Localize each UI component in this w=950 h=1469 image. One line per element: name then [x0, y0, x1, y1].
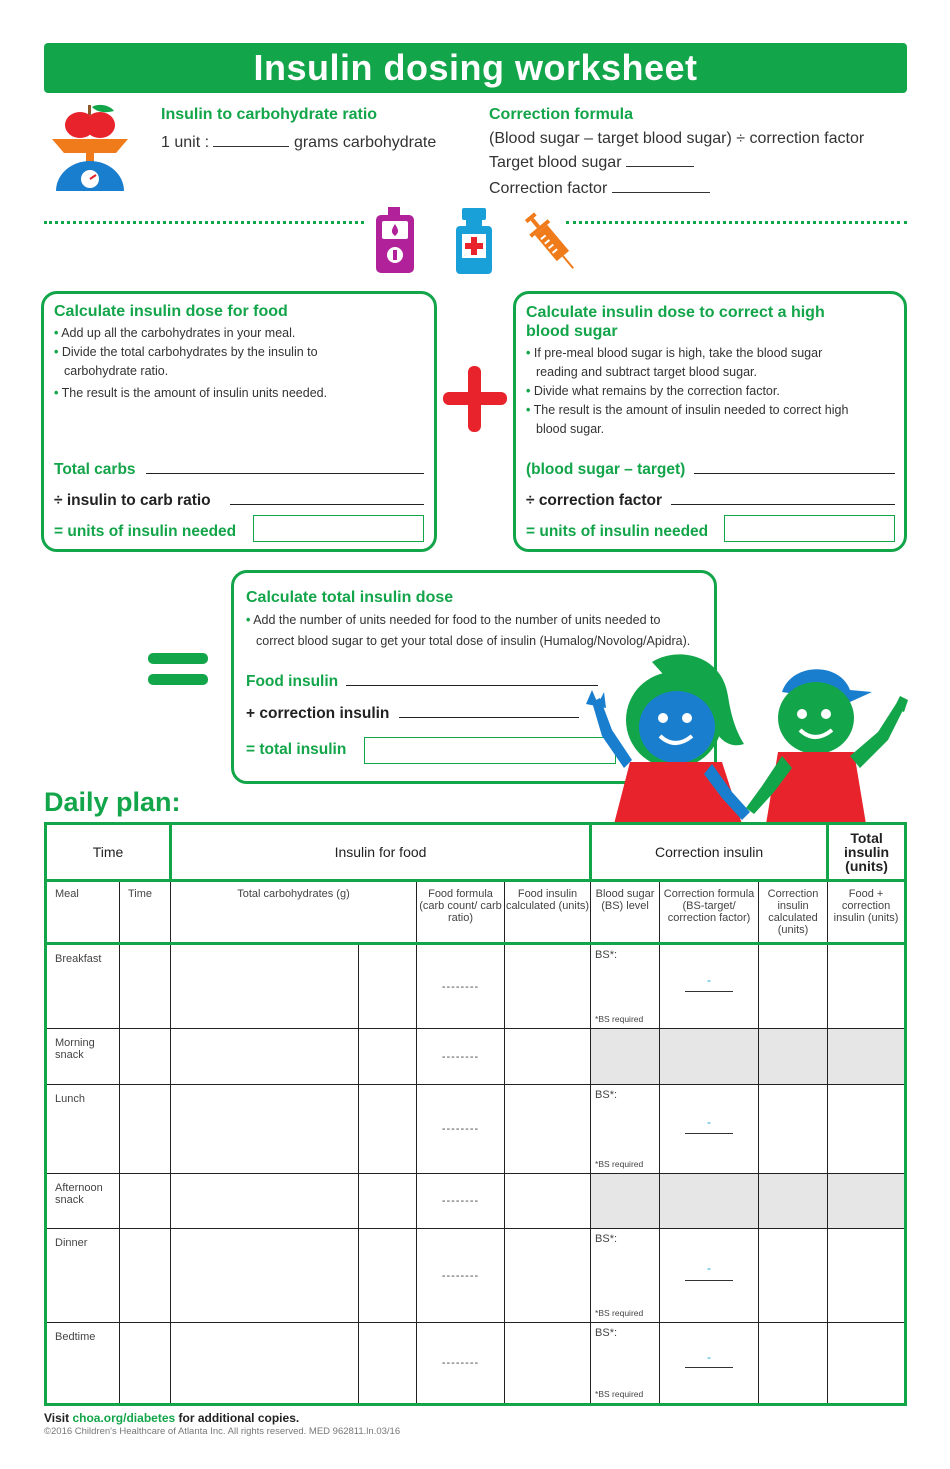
ratio-prefix: 1 unit : [161, 134, 210, 151]
table-row [46, 944, 906, 1029]
footer-visit-text: Visit [44, 1411, 70, 1425]
total-cell[interactable] [828, 944, 906, 1029]
food-formula-cell[interactable]: -------- [417, 1029, 505, 1085]
carbs-cell[interactable] [171, 944, 359, 1029]
corr-formula-cell[interactable]: - [660, 1323, 759, 1405]
time-cell[interactable] [120, 1029, 171, 1085]
total-carbs-label: Total carbs [54, 461, 136, 478]
subheader-carbs: Total carbohydrates (g) [171, 881, 417, 944]
bullet: • Divide the total carbohydrates by the insulin to carbohydrate ratio. [54, 345, 318, 378]
bs-target-line[interactable] [694, 473, 895, 474]
subheader-total: Food + correction insulin (units) [828, 881, 906, 944]
ratio-heading: Insulin to carbohydrate ratio [161, 106, 378, 123]
food-calc-cell[interactable] [505, 1029, 591, 1085]
total-insulin-label: = total insulin [246, 741, 347, 758]
carbs-cell[interactable] [171, 1029, 359, 1085]
footer-link[interactable]: choa.org/diabetes [72, 1411, 176, 1425]
total-cell[interactable] [828, 1085, 906, 1174]
footer-copyright: ©2016 Children's Healthcare of Atlanta Inc. All rights reserved. MED 962811.ln.03/16 [44, 1426, 401, 1437]
time-cell[interactable] [120, 1085, 171, 1174]
bullet: • Divide what remains by the correction factor. [526, 384, 780, 398]
food-formula-cell[interactable]: -------- [417, 1085, 505, 1174]
row-meal: Lunch [46, 1085, 120, 1174]
food-insulin-label: Food insulin [246, 673, 339, 690]
table-row [46, 1323, 906, 1405]
food-units-label: = units of insulin needed [54, 523, 237, 540]
header-insulin-food: Insulin for food [171, 824, 591, 881]
carbs-cell[interactable] [359, 1174, 417, 1229]
syringe-icon [524, 208, 580, 278]
divider [44, 221, 364, 225]
ratio-line [161, 133, 436, 152]
carbs-cell[interactable] [359, 1085, 417, 1174]
factor-label: Correction factor [489, 180, 608, 197]
food-card-title: Calculate insulin dose for food [54, 303, 288, 320]
time-cell[interactable] [120, 1174, 171, 1229]
equals-icon [148, 651, 208, 687]
corr-formula-cell [660, 1174, 759, 1229]
corr-formula-cell [660, 1029, 759, 1085]
corr-formula-cell[interactable]: - [660, 1085, 759, 1174]
total-card-title: Calculate total insulin dose [246, 589, 454, 606]
carbs-cell[interactable] [359, 1323, 417, 1405]
daily-plan-table [44, 822, 907, 1406]
correct-card-bullets [526, 344, 856, 439]
time-cell[interactable] [120, 1229, 171, 1323]
food-formula-cell[interactable]: -------- [417, 1323, 505, 1405]
correction-insulin-label: + correction insulin [246, 705, 390, 722]
header-time: Time [46, 824, 171, 881]
bs-target-label: (blood sugar – target) [526, 461, 686, 478]
corr-calc-cell[interactable] [759, 944, 828, 1029]
factor-line [489, 179, 710, 198]
target-line [489, 153, 694, 172]
total-card-bullets [246, 610, 701, 652]
subheader-bs-level: Blood sugar (BS) level [591, 881, 660, 944]
food-calc-cell[interactable] [505, 1323, 591, 1405]
bs-cell[interactable]: BS*: *BS required [591, 944, 660, 1029]
food-calc-cell[interactable] [505, 944, 591, 1029]
footer-after-text: for additional copies. [178, 1411, 300, 1425]
correct-units-box[interactable] [724, 515, 895, 542]
corr-calc-cell[interactable] [759, 1085, 828, 1174]
corr-calc-cell [759, 1029, 828, 1085]
corr-formula-cell[interactable]: - [660, 1229, 759, 1323]
bullet: • The result is the amount of insulin needed to correct high blood sugar. [526, 403, 849, 436]
correction-heading: Correction formula [489, 106, 634, 123]
carbs-cell[interactable] [171, 1085, 359, 1174]
food-insulin-line[interactable] [346, 685, 598, 686]
row-meal: Morning snack [46, 1029, 120, 1085]
carbs-cell[interactable] [171, 1229, 359, 1323]
table-row [46, 1229, 906, 1323]
subheader-time: Time [120, 881, 171, 944]
carbs-cell[interactable] [171, 1174, 359, 1229]
carbs-cell[interactable] [171, 1323, 359, 1405]
table-row [46, 1029, 906, 1085]
food-calc-cell[interactable] [505, 1229, 591, 1323]
footer-visit [44, 1411, 299, 1425]
table-row [46, 1174, 906, 1229]
food-formula-cell[interactable]: -------- [417, 944, 505, 1029]
correction-dose-card [513, 291, 907, 552]
kids-illustration [582, 652, 910, 824]
bullet: • Add the number of units needed for food to the number of units needed to correct blood sugar to get your total dose of insulin (Humalog/Novolog/Apidra). [246, 613, 691, 648]
total-carbs-line[interactable] [146, 473, 424, 474]
food-units-box[interactable] [253, 515, 424, 542]
bs-cell[interactable]: BS*: *BS required [591, 1085, 660, 1174]
time-cell[interactable] [120, 1323, 171, 1405]
insulin-vial-icon [455, 208, 493, 274]
corr-calc-cell[interactable] [759, 1229, 828, 1323]
divider [566, 221, 907, 225]
time-cell[interactable] [120, 944, 171, 1029]
plus-icon [443, 364, 507, 434]
subheader-corr-formula: Correction formula (BS-target/ correction factor) [660, 881, 759, 944]
bs-cell[interactable]: BS*: *BS required [591, 1323, 660, 1405]
header-total: Total insulin (units) [828, 824, 906, 881]
corr-formula-cell[interactable]: - [660, 944, 759, 1029]
ratio-suffix: grams carbohydrate [293, 134, 437, 151]
subheader-corr-calc: Correction insulin calculated (units) [759, 881, 828, 944]
subheader-food-formula: Food formula (carb count/ carb ratio) [417, 881, 505, 944]
food-formula-cell[interactable]: -------- [417, 1174, 505, 1229]
subheader-meal: Meal [46, 881, 120, 944]
food-calc-cell[interactable] [505, 1174, 591, 1229]
row-meal: Breakfast [46, 944, 120, 1029]
total-cell [828, 1174, 906, 1229]
bs-cell[interactable]: BS*: *BS required [591, 1229, 660, 1323]
carb-ratio-line[interactable] [230, 504, 424, 505]
table-row [46, 1085, 906, 1174]
target-label: Target blood sugar [489, 154, 622, 171]
total-insulin-box[interactable] [364, 737, 616, 764]
bs-cell [591, 1174, 660, 1229]
factor-blank[interactable] [612, 179, 710, 193]
total-cell [828, 1029, 906, 1085]
correction-factor-label: ÷ correction factor [526, 492, 662, 509]
row-meal: Afternoon snack [46, 1174, 120, 1229]
row-meal: Dinner [46, 1229, 120, 1323]
bullet: • Add up all the carbohydrates in your meal. [54, 326, 296, 340]
total-cell[interactable] [828, 1323, 906, 1405]
ratio-blank[interactable] [213, 133, 289, 147]
daily-plan-title: Daily plan: [44, 787, 181, 817]
food-card-bullets [54, 324, 354, 403]
food-calc-cell[interactable] [505, 1085, 591, 1174]
subheader-food-calc: Food insulin calculated (units) [505, 881, 591, 944]
correct-units-label: = units of insulin needed [526, 523, 709, 540]
carbs-cell[interactable] [359, 1029, 417, 1085]
bullet: • If pre-meal blood sugar is high, take the blood sugar reading and subtract target blood sugar. [526, 346, 823, 379]
header-correction: Correction insulin [591, 824, 828, 881]
corr-calc-cell[interactable] [759, 1323, 828, 1405]
correct-card-title: Calculate insulin dose to correct a high blood sugar [526, 304, 825, 340]
carbs-cell[interactable] [359, 944, 417, 1029]
corr-calc-cell [759, 1174, 828, 1229]
bs-cell [591, 1029, 660, 1085]
correction-insulin-line[interactable] [399, 717, 579, 718]
correction-formula: (Blood sugar – target blood sugar) ÷ correction factor [489, 130, 865, 147]
correction-factor-line[interactable] [671, 504, 895, 505]
carbs-cell[interactable] [359, 1229, 417, 1323]
food-dose-card [41, 291, 437, 552]
row-meal: Bedtime [46, 1323, 120, 1405]
page-title: Insulin dosing worksheet [44, 43, 907, 93]
food-formula-cell[interactable]: -------- [417, 1229, 505, 1323]
target-blank[interactable] [626, 153, 694, 167]
total-cell[interactable] [828, 1229, 906, 1323]
bullet: • The result is the amount of insulin units needed. [54, 386, 328, 400]
carb-ratio-label: ÷ insulin to carb ratio [54, 492, 211, 509]
scale-icon [50, 103, 130, 193]
glucose-meter-icon [374, 207, 416, 275]
